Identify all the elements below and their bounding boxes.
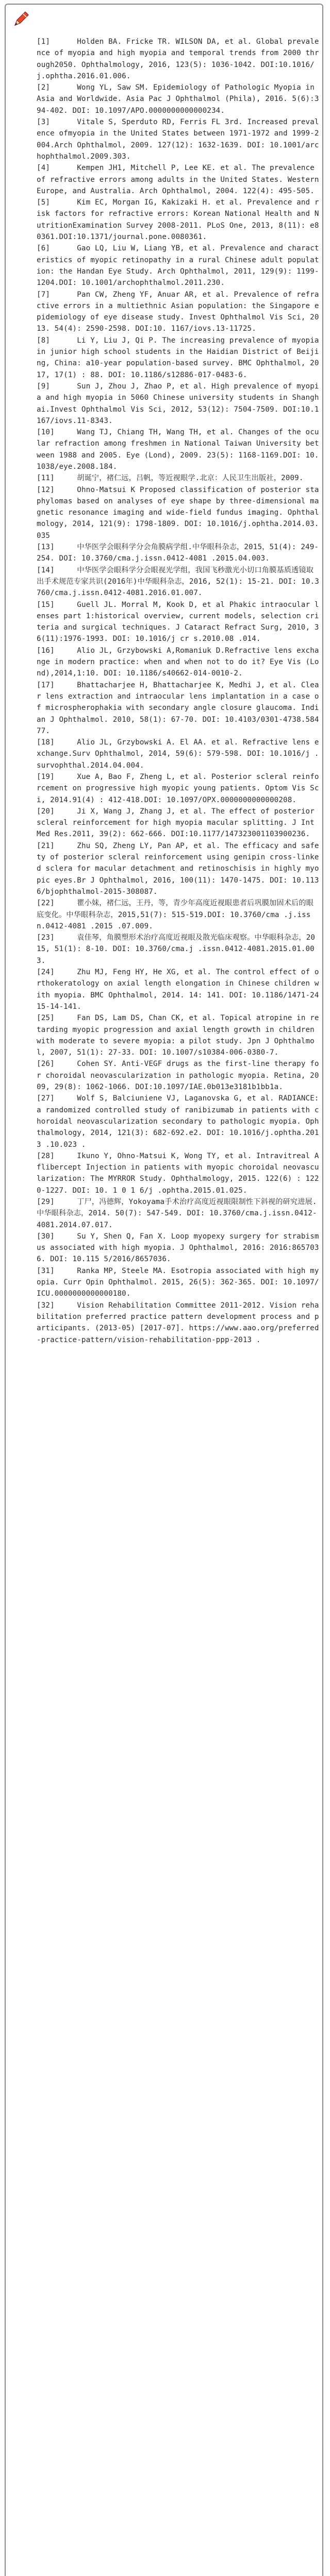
reference-text: Guell JL. Morral M, Kook D, et al Phakic intraocular lenses part 1:historical overview, current models, selection criteria and surgical techniques. J Cataract Refract Surg, 2010, 36(11):1976-1993. DOI: 10.1016/j cr s.2010.08 .014. bbox=[37, 600, 319, 643]
reference-number: [26] bbox=[37, 1060, 55, 1069]
reference-number: [8] bbox=[37, 336, 51, 345]
reference-number: [1] bbox=[37, 38, 51, 46]
reference-item bbox=[37, 197, 319, 243]
reference-item bbox=[37, 427, 319, 472]
reference-item bbox=[37, 484, 319, 541]
reference-number: [30] bbox=[37, 1232, 55, 1241]
reference-number: [16] bbox=[37, 646, 55, 655]
reference-item bbox=[37, 645, 319, 680]
reference-number: [17] bbox=[37, 681, 55, 689]
reference-text: Alio JL, Grzybowski A. El AA. et al. Refractive lens exchange.Surv Ophthalmol, 2014, 59(6): 579-598. DOI: 10.1016/j .survophthal.2014.04.004. bbox=[37, 738, 319, 770]
reference-number: [23] bbox=[37, 934, 55, 942]
reference-number: [4] bbox=[37, 164, 51, 173]
reference-text: 中华医学会眼科学分会眼视光学组，我国飞秒激光小切口角膜基质透镜取出手术规范专家共识(2016年)中华眼科杂志，2016, 52(1): 15-21. DOI: 10.3760/cma.j.issn.0412-4081.2016.01.007. bbox=[37, 566, 319, 598]
reference-number: [21] bbox=[37, 841, 55, 850]
reference-number: [5] bbox=[37, 198, 51, 207]
reference-text: Ohno-Matsui K Proposed classification of posterior staphylomas based on analyses of eye shape by three-dimensional magnetic resonance imaging and wide-field fundus imaging. Ophthalmology, 2014, 121(9): 1798-1809. DOI: 10.1016/j.ophtha.2014.03.035 bbox=[37, 485, 319, 540]
reference-item bbox=[37, 967, 319, 1012]
reference-item bbox=[37, 1300, 319, 1346]
pencil-icon bbox=[13, 10, 30, 27]
reference-text: 胡诞宁，褚仁远，吕帆，等近视眼学.北京：人民卫生出版社，2009. bbox=[77, 474, 304, 483]
reference-text: Bhattacharjee H, Bhattacharjee K, Medhi J, et al. Clear lens extraction and intraocular lens implantation in a case of microspherophakia with secondary angle closure glaucoma. Indian J Ophthalmol. 2010, 58(1): 67-70. DOI: 10.4103/0301-4738.58477. bbox=[37, 681, 319, 735]
reference-item bbox=[37, 932, 319, 967]
reference-number: [11] bbox=[37, 474, 55, 483]
reference-item bbox=[37, 565, 319, 599]
reference-number: [3] bbox=[37, 118, 51, 127]
reference-text: Zhu SQ, Zheng LY, Pan AP, et al. The efficacy and safety of posterior scleral reinforcement using genipin cross-linked sclera for macular detachment and retinoschisis in highly myopic eyes.Br J Ophthalmol, 2016, 100(11): 1470-1475. DOI: 10.1136/bjophthalmol-2015-308087. bbox=[37, 841, 319, 896]
reference-number: [6] bbox=[37, 244, 51, 253]
reference-number: [12] bbox=[37, 485, 55, 494]
reference-text: Gao LQ, Liu W, Liang YB, et al. Prevalence and characteristics of myopic retinopathy in a rural Chinese adult population: the Handan Eye Study. Arch Ophthalmol, 2011, 129(9): 1199-1204.DOI: 10.1001/archophthalmol.2011.230. bbox=[37, 244, 319, 287]
reference-number: [32] bbox=[37, 1301, 55, 1310]
reference-item bbox=[37, 1093, 324, 1150]
reference-text: 袁佳琴，角膜塑形术治疗高度近视眼及散光临床观察。中华眼科杂志，2015, 51(1): 8-10. DOI: 10.3760/cma.j .issn.0412-4081.2015.01.003. bbox=[37, 934, 316, 965]
reference-text: Ji X, Wang J, Zhang J, et al. The effect of posterior scleral reinforcement for high myopia macular splitting. J Int Med Res.2011, 39(2): 662-666. DOI:10.1177/147323001103900236. bbox=[37, 807, 319, 839]
reference-text: 瞿小妹，褚仁远，王丹，等，青少年高度近视眼患者后巩膜加固术后的眼底变化。中华眼科杂志，2015,51(7): 515-519.DOI: 10.3760/cma .j.issn.0412-4081 .2015 .07.009. bbox=[37, 899, 314, 930]
reference-number: [7] bbox=[37, 290, 51, 299]
reference-item bbox=[37, 162, 319, 197]
reference-item bbox=[37, 82, 319, 116]
reference-number: [31] bbox=[37, 1266, 55, 1275]
reference-number: [14] bbox=[37, 566, 55, 574]
reference-text: Xue A, Bao F, Zheng L, et al. Posterior scleral reinforcement on progressive high myopic young patients. Optom Vis Sci, 2014.91(4) : 412-418.DOI: 10.1097/OPX.0000000000000208. bbox=[37, 773, 319, 804]
reference-number: [22] bbox=[37, 899, 55, 908]
reference-text: Li Y, Liu J, Qi P. The increasing prevalence of myopia in junior high school students in the Haidian District of Beijing, China: a10-year population-based survey. BMC Ophthalmol, 2017, 17(1) : 88. DOI: 10.1186/s12886-017-0483-6. bbox=[37, 336, 324, 379]
reference-item bbox=[37, 36, 319, 82]
reference-item bbox=[37, 1231, 319, 1265]
reference-item bbox=[37, 243, 319, 289]
reference-text: Fan DS, Lam DS, Chan CK, et al. Topical atropine in retarding myopic progression and axial length growth in children with moderate to severe myopia: a pilot study. Jpn J Ophthalmol, 2007, 51(1): 27-33. DOI: 10.1007/s10384-006-0380-7. bbox=[37, 1014, 319, 1057]
reference-item bbox=[37, 1150, 319, 1196]
reference-item bbox=[37, 116, 319, 162]
reference-item bbox=[37, 599, 319, 645]
reference-item bbox=[37, 840, 319, 897]
reference-text: Pan CW, Zheng YF, Anuar AR, et al. Prevalence of refractive errors in a multiethnic Asian population: the Singapore epidemiology of eye disease study. Invest Ophthalmol Vis Sci, 2013. 54(4): 2590-2598. DOI:10. 1167/iovs.13-11725. bbox=[37, 290, 319, 333]
reference-item bbox=[37, 381, 319, 427]
reference-item bbox=[37, 806, 319, 840]
reference-number: [10] bbox=[37, 428, 55, 437]
reference-text: Sun J, Zhou J, Zhao P, et al. High prevalence of myopia and high myopia in 5060 Chinese university students in Shanghai.Invest Ophthalmol Vis Sci, 2012, 53(12): 7504-7509. DOI:10.1167/iovs.11-8343. bbox=[37, 382, 319, 425]
reference-text: Holden BA. Fricke TR. WILSON DA, et al. Global prevalence of myopia and high myopia and temporal trends from 2000 through2050. Ophthalmology, 2016, 123(5): 1036-1042. DOI:10.1016/ j.ophtha.2016.01.006. bbox=[37, 38, 319, 80]
reference-text: Vision Rehabilitation Committee 2011-2012. Vision rehabilitation preferred practice pattern development process and participants. (2013-05) [2017-07]. https://www.aao.org/preferred-practice-pattern/vision-rehabilitation-ppp-2013 . bbox=[37, 1301, 319, 1344]
reference-text: Wolf S, Balciuniene VJ, Laganovska G, et al. RADIANCE: a randomized controlled study of ranibizumab in patients with choroidal neovascularization secondary to pathologic myopia. Ophthalmology, 2014, 121(3): 682-692.e2. DOI: 10.1016/j.ophtha.2013 .10.023 . bbox=[37, 1094, 324, 1149]
reference-text: 丁尸，冯德辉，Yokoyama手术治疗高度近视眼限制性下斜视的研究进展.中华眼科杂志，2014. 50(7): 547-549. DOI: 10.3760/cma.j.issn.0412-4081.2014.07.017. bbox=[37, 1197, 317, 1229]
reference-text: 中华医学会眼科学分会角膜病学组.中华眼科杂志，2015，51(4): 249-254. DOI: 10.3760/cma.j.issn.0412-4081 .2015.04.003. bbox=[37, 543, 319, 563]
reference-number: [15] bbox=[37, 600, 55, 609]
reference-text: Su Y, Shen Q, Fan X. Loop myopexy surgery for strabismus associated with high myopia. J Ophthalmol, 2016: 2016:8657036. DOI: 10.115 5/2016/8657036. bbox=[37, 1232, 319, 1264]
reference-text: Kim EC, Morgan IG, Kakizaki H. et al. Prevalence and risk factors for refractive errors: Korean National Health and NutritionExamination Survey 2008-2011. PLoS One, 2013, 8(11): e80361.DOI:10.1371/journal.pone.0080361. bbox=[37, 198, 319, 242]
reference-number: [24] bbox=[37, 968, 55, 977]
reference-list bbox=[37, 36, 324, 1346]
reference-item bbox=[37, 1265, 319, 1300]
reference-text: Vitale S, Sperduto RD, Ferris FL 3rd. Increased prevalence ofmyopia in the United States between 1971-1972 and 1999-2004.Arch Ophthalmol, 2009. 127(12): 1632-1639. DOI: 10.1001/archophthalmol.2009.303. bbox=[37, 118, 319, 161]
reference-text: Wong YL, Saw SM. Epidemiology of Pathologic Myopia in Asia and Worldwide. Asia Pac J Ophthalmol (Phila), 2016. 5(6):394-402. DOI: 10.1097/APO.0000000000000234. bbox=[37, 83, 319, 115]
reference-text: Wang TJ, Chiang TH, Wang TH, et al. Changes of the ocular refraction among freshmen in National Taiwan University between 1988 and 2005. Eye (Lond), 2009. 23(5): 1168-1169.DOI: 10.1038/eye.2008.184. bbox=[37, 428, 319, 471]
reference-text: Alio JL, Grzybowski A,Romaniuk D.Refractive lens exchange in modern practice: when and when not to do it? Eye Vis (Lond),2014,1:10. DOI: 10.1186/s40662-014-0010-2. bbox=[37, 646, 319, 678]
reference-item bbox=[37, 737, 319, 771]
reference-item bbox=[37, 897, 319, 932]
reference-item bbox=[37, 1196, 319, 1231]
reference-item bbox=[37, 1058, 319, 1093]
reference-item bbox=[37, 335, 324, 381]
reference-number: [27] bbox=[37, 1094, 55, 1103]
reference-text: Ranka MP, Steele MA. Esotropia associated with high myopia. Curr Opin Ophthalmol. 2015, 26(5): 362-365. DOI: 10.1097/ICU.0000000000000180. bbox=[37, 1266, 319, 1298]
reference-number: [18] bbox=[37, 738, 55, 747]
reference-text: Zhu MJ, Feng HY, He XG, et al. The control effect of orthokeratology on axial length elongation in Chinese children with myopia. BMC Ophthalmol, 2014. 14: 141. DOI: 10.1186/1471-2415-14-141. bbox=[37, 968, 319, 1011]
reference-item bbox=[37, 472, 319, 484]
reference-number: [20] bbox=[37, 807, 55, 816]
reference-number: [2] bbox=[37, 83, 51, 92]
reference-number: [29] bbox=[37, 1197, 55, 1206]
reference-number: [25] bbox=[37, 1014, 55, 1023]
reference-item bbox=[37, 680, 319, 737]
reference-item bbox=[37, 771, 319, 806]
reference-list-frame bbox=[5, 4, 323, 2576]
reference-text: Ikuno Y, Ohno-Matsui K, Wong TY, et al. Intravitreal Aflibercept Injection in patients with myopic choroidal neovascularization: The MYRROR Study. Ophthalmology, 2015. 122(6) : 1220-1227. DOI: 10. 1 0 1 6/j .ophtha.2015.01.025. bbox=[37, 1151, 319, 1195]
reference-number: [9] bbox=[37, 382, 51, 391]
reference-number: [19] bbox=[37, 773, 55, 781]
reference-text: Cohen SY. Anti-VEGF drugs as the first-line therapy for choroidal neovascularization in pathologic myopia. Retina, 2009, 29(8): 1062-1066. DOI:10.1097/IAE.0b013e3181b1bb1a. bbox=[37, 1060, 319, 1092]
reference-item bbox=[37, 541, 319, 565]
reference-item bbox=[37, 1012, 319, 1058]
reference-number: [28] bbox=[37, 1151, 55, 1160]
reference-text: Kempen JH1, Mitchell P, Lee KE. et al. The prevalence of refractive errors among adults in the United States. WesternEurope, and Australia. Arch Ophthalmol, 2004. 122(4): 495-505. bbox=[37, 164, 319, 195]
reference-item bbox=[37, 289, 319, 335]
reference-number: [13] bbox=[37, 543, 55, 552]
